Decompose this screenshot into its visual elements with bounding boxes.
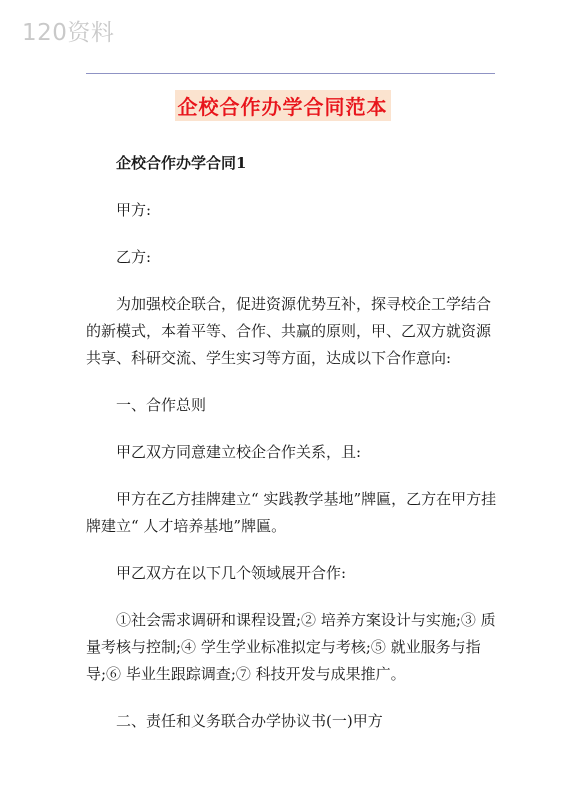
paragraph-relationship: 甲乙双方同意建立校企合作关系，且: [116, 443, 362, 461]
party-a: 甲方: [116, 201, 152, 219]
header-divider [86, 73, 495, 74]
section-subtitle: 企校合作办学合同1 [116, 154, 247, 172]
paragraph-plaques: 甲方在乙方挂牌建立“ 实践教学基地”牌匾，乙方在甲方挂牌建立“ 人才培养基地”牌匾。 [86, 490, 497, 535]
document-title-wrap [0, 90, 565, 121]
document-body [86, 150, 500, 755]
paragraph-field-list: ①社会需求调研和课程设置;② 培养方案设计与实施;③ 质量考核与控制;④ 学生学业标准拟定与考核;⑤ 就业服务与指导;⑥ 毕业生跟踪调查;⑦ 科技开发与成果推广。 [86, 611, 496, 683]
intro-paragraph: 为加强校企联合，促进资源优势互补，探寻校企工学结合的新模式，本着平等、合作、共赢的原则，甲、乙双方就资源共享、科研交流、学生实习等方面，达成以下合作意向: [86, 295, 492, 367]
party-b: 乙方: [116, 248, 152, 266]
section-heading-2: 二、责任和义务联合办学协议书(一)甲方 [116, 712, 383, 730]
watermark: 120资料 [22, 20, 115, 46]
document-title: 企校合作办学合同范本 [175, 90, 391, 121]
section-heading-1: 一、合作总则 [116, 396, 207, 414]
paragraph-fields: 甲乙双方在以下几个领域展开合作: [116, 564, 347, 582]
